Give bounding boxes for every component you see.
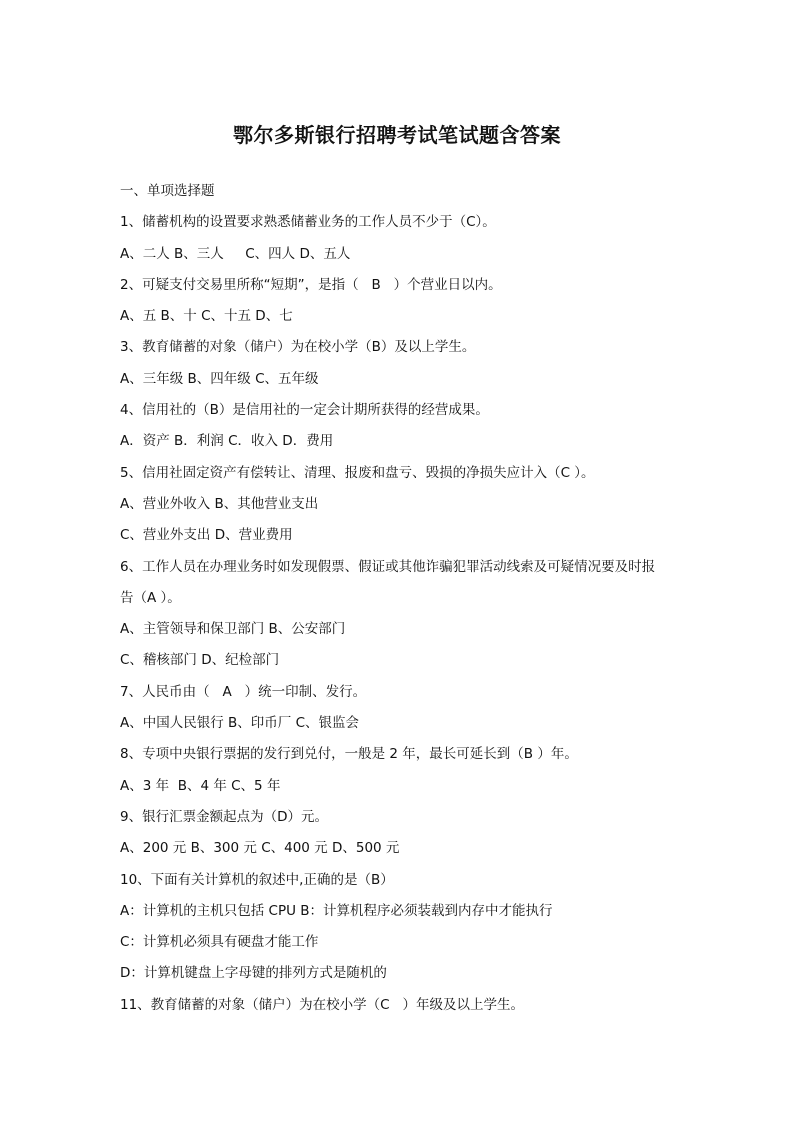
question-5: 5、信用社固定资产有偿转让、清理、报废和盘亏、毁损的净损失应计入（C ）。 — [120, 464, 595, 481]
question-9: 9、银行汇票金额起点为（D）元。 — [120, 808, 328, 825]
question-3-options: A、三年级 B、四年级 C、五年级 — [120, 370, 319, 387]
question-11: 11、教育储蓄的对象（储户）为在校小学（C ）年级及以上学生。 — [120, 996, 524, 1013]
question-10-options-ab: A：计算机的主机只包括 CPU B：计算机程序必须装载到内存中才能执行 — [120, 902, 553, 919]
question-2: 2、可疑支付交易里所称“短期”，是指（ B ）个营业日以内。 — [120, 276, 502, 293]
question-9-options: A、200 元 B、300 元 C、400 元 D、500 元 — [120, 840, 400, 857]
question-4: 4、信用社的（B）是信用社的一定会计期所获得的经营成果。 — [120, 402, 489, 419]
question-5-options-a: A、营业外收入 B、其他营业支出 — [120, 495, 319, 512]
question-10: 10、下面有关计算机的叙述中,正确的是（B） — [120, 871, 394, 888]
question-8-options: A、3 年 B、4 年 C、5 年 — [120, 777, 281, 794]
question-3: 3、教育储蓄的对象（储户）为在校小学（B）及以上学生。 — [120, 339, 476, 356]
question-2-options: A、五 B、十 C、十五 D、七 — [120, 308, 293, 325]
question-6: 6、工作人员在办理业务时如发现假票、假证或其他诈骗犯罪活动线索及可疑情况要及时报 — [120, 558, 656, 575]
question-6-continued: 告（A ）。 — [120, 589, 181, 606]
question-1-options: A、二人 B、三人 C、四人 D、五人 — [120, 245, 351, 262]
document-body — [120, 176, 680, 1021]
question-7: 7、人民币由（ A ）统一印制、发行。 — [120, 683, 367, 700]
question-1: 1、储蓄机构的设置要求熟悉储蓄业务的工作人员不少于（C）。 — [120, 214, 496, 231]
question-8: 8、专项中央银行票据的发行到兑付，一般是 2 年，最长可延长到（B ）年。 — [120, 746, 578, 763]
question-6-options-a: A、主管领导和保卫部门 B、公安部门 — [120, 621, 346, 638]
question-4-options: A．资产 B．利润 C．收入 D．费用 — [120, 433, 334, 450]
question-5-options-b: C、营业外支出 D、营业费用 — [120, 527, 293, 544]
section-heading: 一、单项选择题 — [120, 183, 215, 199]
document-title: 鄂尔多斯银行招聘考试笔试题含答案 — [233, 123, 561, 147]
question-7-options: A、中国人民银行 B、印币厂 C、银监会 — [120, 715, 360, 732]
question-10-option-c: C：计算机必须具有硬盘才能工作 — [120, 934, 319, 951]
question-10-option-d: D：计算机键盘上字母键的排列方式是随机的 — [120, 965, 387, 982]
question-6-options-b: C、稽核部门 D、纪检部门 — [120, 652, 280, 669]
